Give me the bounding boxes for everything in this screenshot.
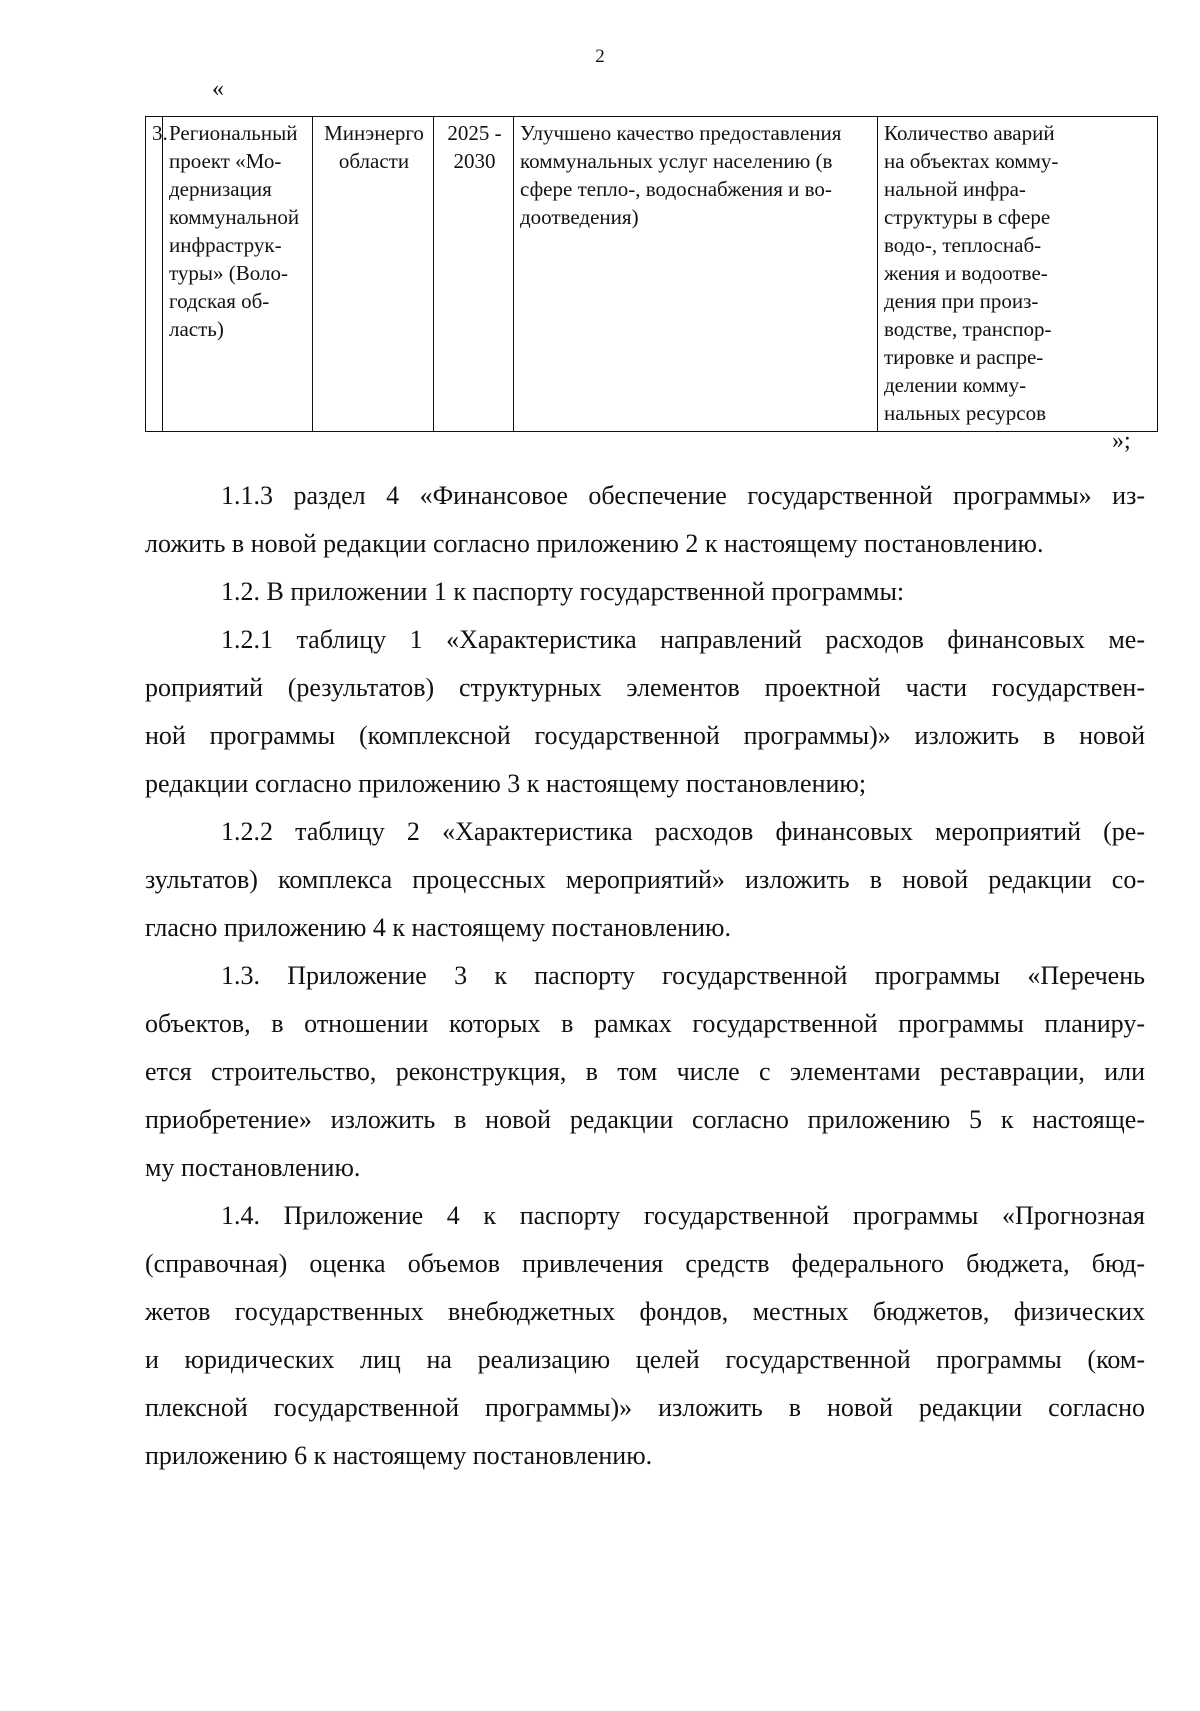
paragraph-line: 1.2.1 таблицу 1 «Характеристика направлений расходов финансовых ме- [221,625,1145,654]
period-line: 2030 [453,149,496,173]
paragraph-line: объектов, в отношении которых в рамках государственной программы планиру- [145,1009,1145,1038]
result-cell [514,117,878,432]
table-row [146,117,1158,432]
result-line: сфере тепло-, водоснабжения и во- [520,177,832,201]
project-name-line: инфраструк- [169,233,282,257]
paragraph-1-4 [145,1192,1145,1480]
period-line: 2025 - [447,121,502,145]
result-line: коммунальных услуг населению (в [520,149,833,173]
indicator-line: делении комму- [884,373,1027,397]
project-name-line: ласть) [169,317,224,341]
department-line: области [338,149,410,173]
result-line: доотведения) [520,205,639,229]
paragraph-1-3 [145,952,1145,1192]
paragraph-line: жетов государственных внебюджетных фондов, местных бюджетов, физических [145,1297,1145,1326]
indicator-line: водстве, транспор- [884,317,1052,341]
project-name-line: проект «Мо- [169,149,282,173]
paragraph-line: 1.2.2 таблицу 2 «Характеристика расходов финансовых мероприятий (ре- [221,817,1145,846]
department-cell [313,117,434,432]
paragraph-line: роприятий (результатов) структурных элементов проектной части государствен- [145,673,1145,702]
paragraph-line: приложению 6 к настоящему постановлению. [145,1441,653,1470]
indicator-line: нальной инфра- [884,177,1026,201]
paragraph-1-2-1 [145,616,1145,808]
indicator-cell [878,117,1158,432]
project-name-cell [163,117,313,432]
result-line: Улучшено качество предоставления [520,121,842,145]
period-cell [434,117,514,432]
document-body [145,472,1145,1480]
paragraph-line: 1.2. В приложении 1 к паспорту государственной программы: [221,577,905,606]
paragraph-line: гласно приложению 4 к настоящему постановлению. [145,913,731,942]
indicator-line: на объектах комму- [884,149,1059,173]
row-number-cell [146,117,168,432]
paragraph-1-2 [145,568,1145,616]
paragraph-line: ложить в новой редакции согласно приложению 2 к настоящему постановлению. [145,529,1044,558]
project-name-line: туры» (Воло- [169,261,288,285]
indicator-line: жения и водоотве- [884,261,1048,285]
paragraph-line: ной программы (комплексной государственной программы)» изложить в новой [145,721,1145,750]
project-name-line: дернизация [169,177,272,201]
closing-quote: »; [1112,428,1131,454]
paragraph-line: приобретение» изложить в новой редакции согласно приложению 5 к настояще- [145,1105,1145,1134]
paragraph-line: редакции согласно приложению 3 к настоящему постановлению; [145,769,867,798]
indicator-line: структуры в сфере [884,205,1051,229]
indicator-line: нальных ресурсов [884,401,1047,425]
paragraph-line: зультатов) комплекса процессных мероприятий» изложить в новой редакции со- [145,865,1145,894]
department-line: Минэнерго [324,121,424,145]
opening-quote: « [212,76,224,102]
indicator-line: дения при произ- [884,289,1039,313]
project-name-line: коммунальной [169,205,300,229]
paragraph-line: 1.4. Приложение 4 к паспорту государственной программы «Прогнозная [221,1201,1145,1230]
paragraph-line: му постановлению. [145,1153,361,1182]
paragraph-line: 1.3. Приложение 3 к паспорту государственной программы «Перечень [221,961,1145,990]
paragraph-1-1-3 [145,472,1145,568]
paragraph-line: (справочная) оценка объемов привлечения средств федерального бюджета, бюд- [145,1249,1145,1278]
project-name-line: Региональный [169,121,298,145]
row-number: 3. [152,121,168,145]
paragraph-1-2-2 [145,808,1145,952]
program-table [145,116,1158,432]
paragraph-line: 1.1.3 раздел 4 «Финансовое обеспечение государственной программы» из- [221,481,1145,510]
indicator-line: водо-, теплоснаб- [884,233,1042,257]
paragraph-line: ется строительство, реконструкция, в том числе с элементами реставрации, или [145,1057,1145,1086]
project-name-line: годская об- [169,289,270,313]
page-number: 2 [595,46,605,67]
indicator-line: тировке и распре- [884,345,1044,369]
paragraph-line: и юридических лиц на реализацию целей государственной программы (ком- [145,1345,1145,1374]
paragraph-line: плексной государственной программы)» изложить в новой редакции согласно [145,1393,1145,1422]
indicator-line: Количество аварий [884,121,1055,145]
